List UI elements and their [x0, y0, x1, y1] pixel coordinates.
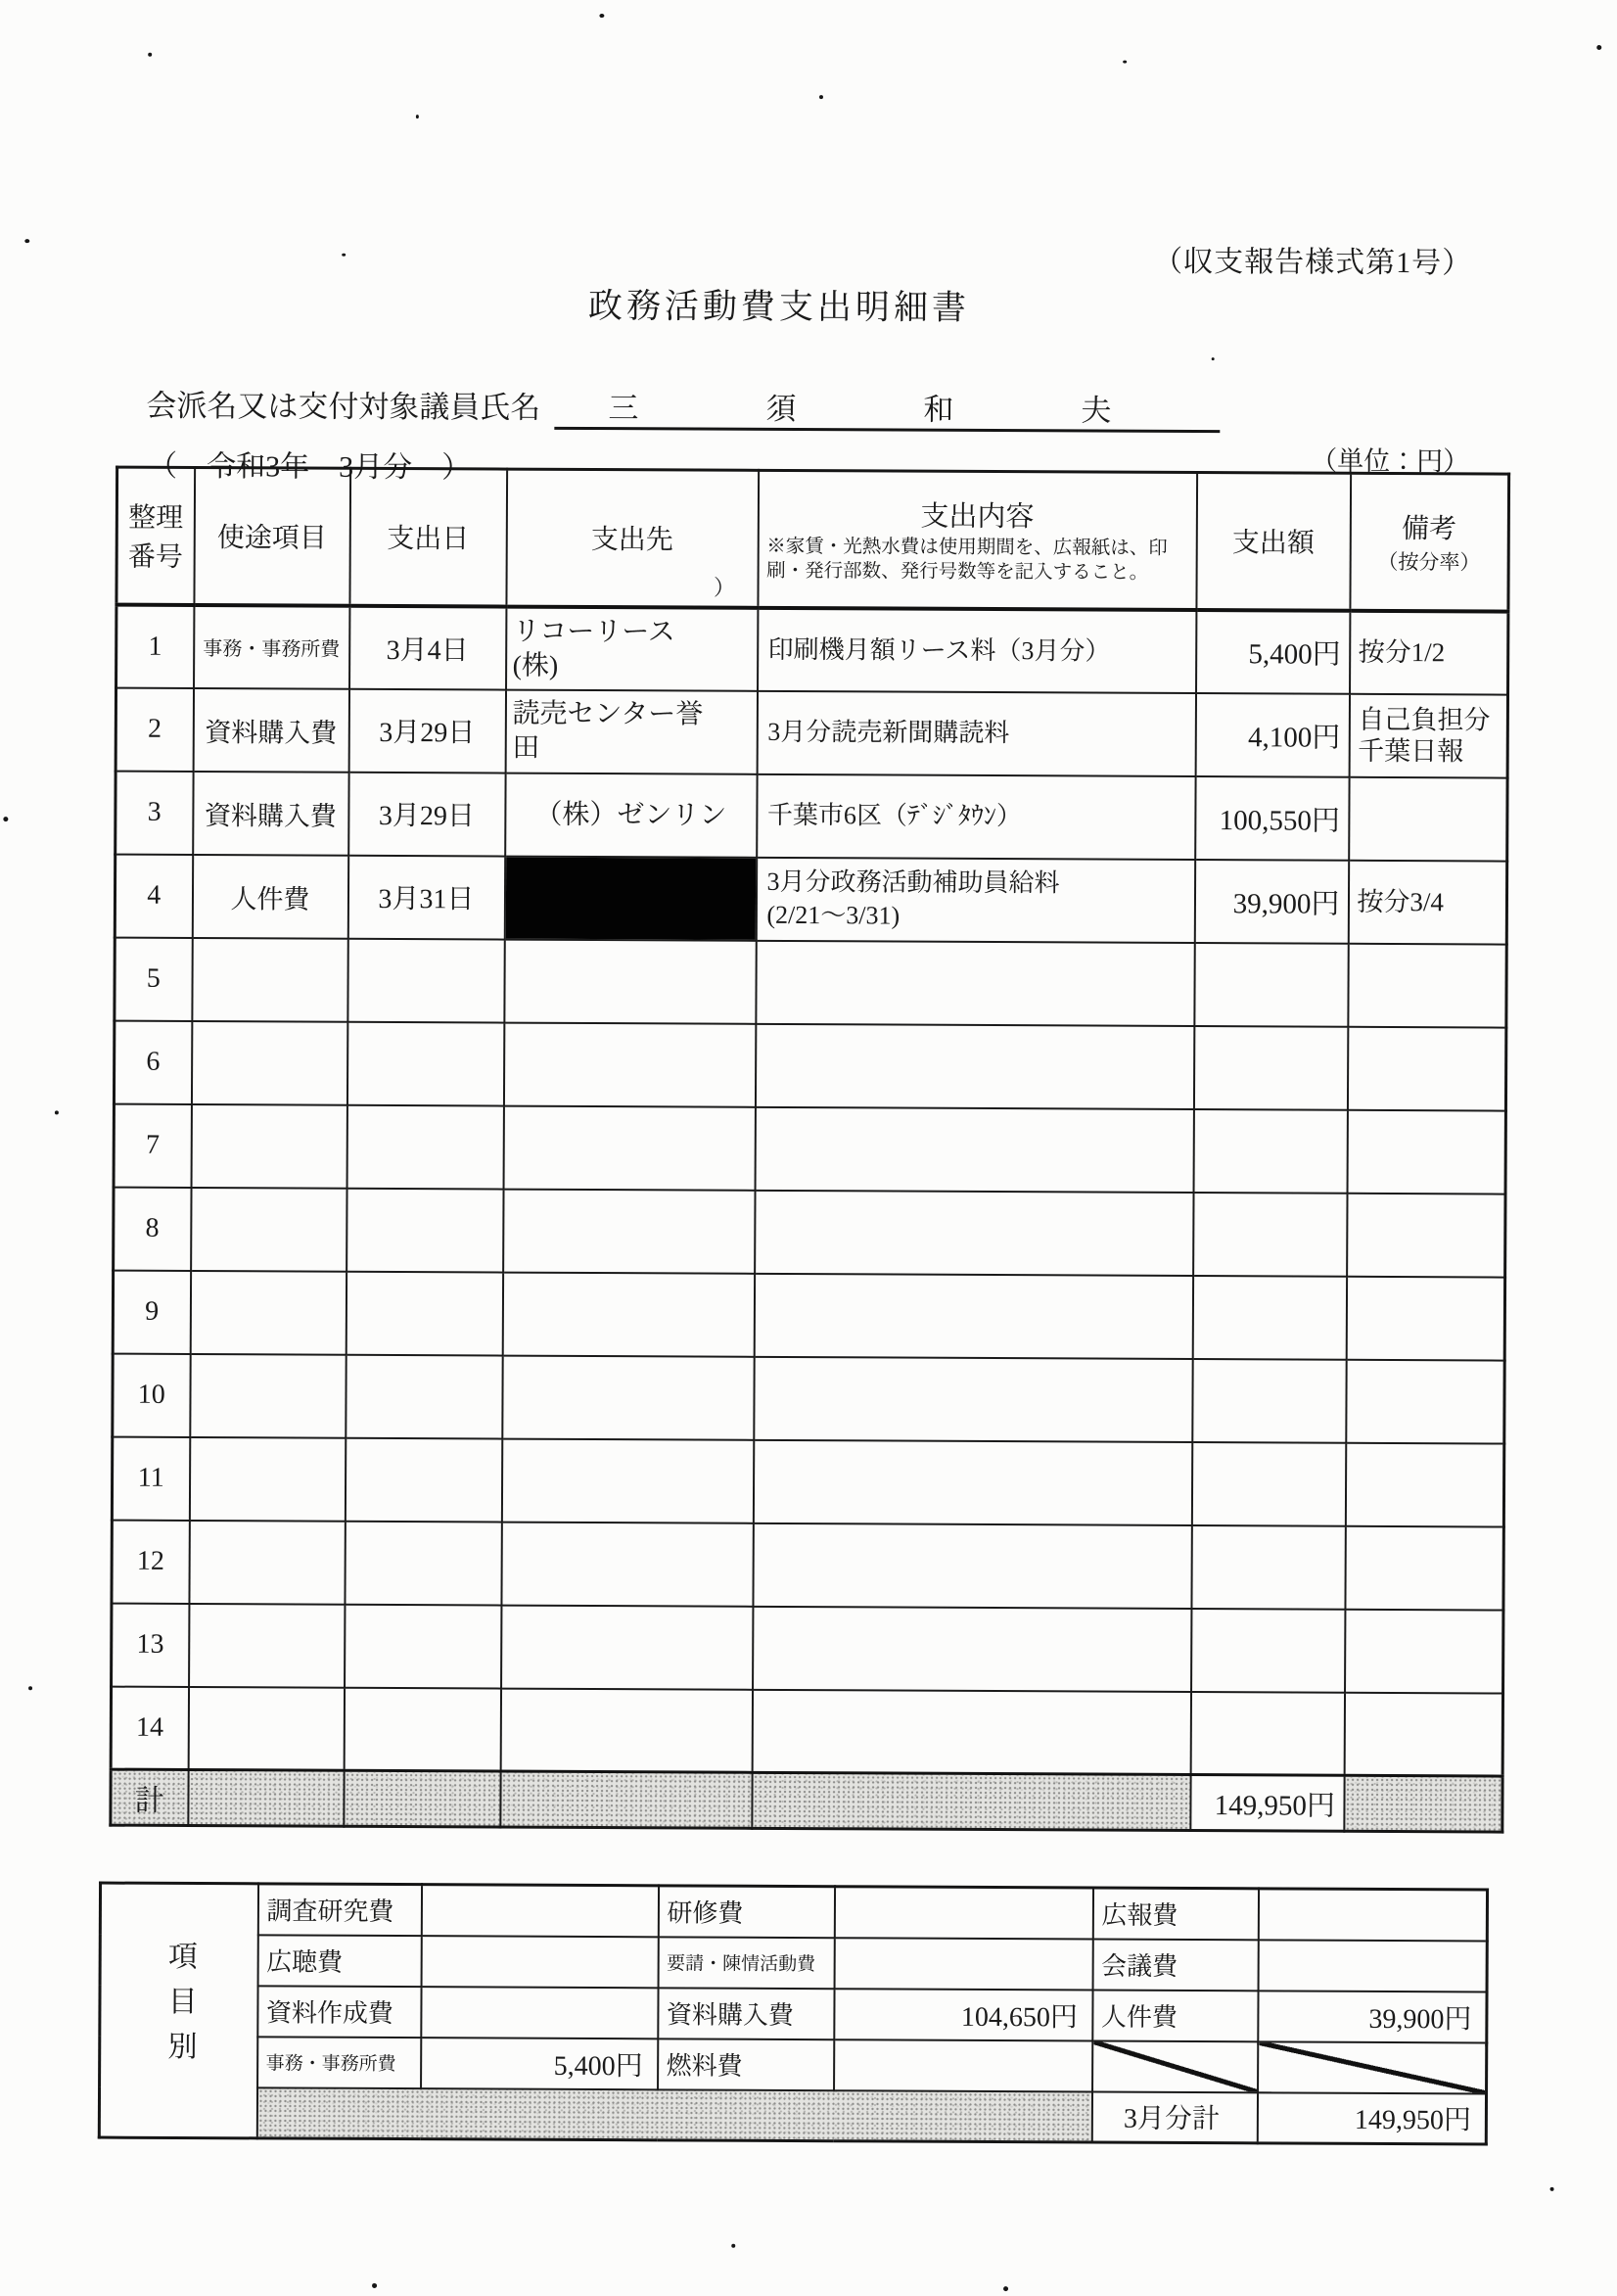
expense-row [114, 1103, 1505, 1194]
remarks-cell [1344, 1692, 1502, 1776]
summary-category-label: 要請・陳情活動費 [658, 1937, 834, 1989]
summary-category-value [421, 1987, 658, 2038]
expense-row [113, 1353, 1504, 1443]
payee-cell [502, 1272, 754, 1356]
expense-row [114, 1020, 1505, 1110]
summary-category-value [1258, 1940, 1487, 1991]
summary-category-value [834, 1938, 1092, 1990]
expense-amount-cell: 39,900円 [1194, 860, 1348, 944]
payee-cell: 読売センター誉 田 [505, 689, 757, 773]
summary-row [100, 1985, 1487, 2042]
summary-category-label: 資料購入費 [658, 1988, 834, 2039]
noise-dot [55, 1110, 59, 1114]
payee-cell [503, 1189, 755, 1273]
summary-category-label: 燃料費 [658, 2038, 834, 2090]
expense-row [113, 1270, 1504, 1360]
payee-cell [501, 1522, 753, 1606]
shaded-cell [188, 1770, 344, 1827]
expense-content-cell [756, 940, 1194, 1025]
expense-row [114, 1187, 1505, 1277]
payee-cell: リコーリース (株) [506, 606, 758, 690]
noise-dot [24, 239, 29, 243]
expense-amount-cell [1193, 1193, 1347, 1277]
monthly-total-label: 3月分計 [1091, 2091, 1257, 2143]
remarks-cell [1348, 943, 1506, 1027]
summary-category-label: 調査研究費 [257, 1884, 421, 1936]
category-summary-table [98, 1882, 1489, 2146]
summary-category-label: 資料作成費 [257, 1986, 421, 2038]
remarks-cell: 按分3/4 [1348, 860, 1506, 944]
summary-total-row [99, 2086, 1486, 2144]
unit-note: （単位：円） [1311, 445, 1470, 477]
remarks-cell [1345, 1609, 1503, 1693]
summary-category-value [834, 2039, 1092, 2091]
expense-row [112, 1603, 1503, 1693]
remarks-cell [1346, 1359, 1504, 1443]
noise-dot [599, 14, 604, 18]
summary-row [100, 2036, 1487, 2093]
noise-dot [342, 254, 346, 257]
header-no: 整理番号 [116, 467, 195, 604]
summary-row [100, 1934, 1487, 1991]
expense-row [116, 604, 1508, 694]
total-label-cell: 計 [111, 1769, 188, 1825]
header-remarks-sub: （按分率） [1377, 550, 1481, 575]
header-payee-label: 支出先 [590, 525, 673, 556]
summary-category-value [421, 1936, 658, 1988]
expense-content-cell [753, 1606, 1191, 1691]
form-number-note: （収支報告様式第1号） [1153, 245, 1473, 280]
shaded-band [256, 2087, 1091, 2142]
row-number: 4 [115, 854, 192, 937]
summary-category-value: 104,650円 [834, 1989, 1092, 2040]
summary-category-value: 5,400円 [421, 2038, 658, 2089]
row-number: 2 [116, 687, 193, 771]
expense-amount-cell [1194, 943, 1348, 1027]
expense-amount-cell [1191, 1609, 1345, 1693]
expense-amount-cell: 100,550円 [1195, 776, 1349, 861]
summary-category-value [1258, 1889, 1487, 1941]
total-amount: 149,950円 [1190, 1775, 1344, 1832]
usage-item-cell: 資料購入費 [193, 688, 348, 773]
row-number: 8 [114, 1187, 191, 1270]
expense-date-cell [347, 938, 504, 1022]
header-remarks [1350, 473, 1509, 611]
noise-dot [148, 53, 152, 57]
redaction-box [504, 856, 756, 940]
expense-amount-cell [1191, 1525, 1345, 1610]
expense-amount-cell [1191, 1442, 1345, 1526]
document-title: 政務活動費支出明細書 [587, 286, 971, 327]
usage-item-cell [191, 1188, 346, 1272]
noise-dot [1550, 2187, 1554, 2191]
row-number: 7 [114, 1103, 191, 1187]
row-number: 5 [115, 937, 192, 1020]
expense-content-cell: 3月分読売新聞購読料 [757, 690, 1195, 775]
usage-item-cell: 事務・事務所費 [194, 605, 349, 689]
payee-cell [502, 1355, 754, 1439]
summary-category-label: 研修費 [658, 1886, 834, 1938]
header-amount: 支出額 [1196, 473, 1351, 611]
member-name-value: 三須和夫 [608, 391, 1239, 429]
expense-content-cell: 3月分政務活動補助員給料 (2/21～3/31) [756, 857, 1194, 942]
noise-dot [416, 115, 419, 118]
expense-row [112, 1520, 1503, 1610]
row-number: 3 [116, 771, 193, 854]
payee-cell: （株）ゼンリン [505, 773, 757, 857]
expense-amount-cell [1192, 1359, 1346, 1443]
expense-row [115, 854, 1506, 944]
row-number: 14 [111, 1686, 188, 1769]
expense-date-cell [346, 1354, 502, 1438]
remarks-cell [1347, 1193, 1505, 1277]
header-usage-item: 使途項目 [194, 468, 350, 606]
payee-cell [503, 1022, 755, 1106]
noise-dot [1003, 2286, 1008, 2291]
expense-content-cell [755, 1190, 1193, 1275]
usage-item-cell [188, 1687, 344, 1771]
usage-item-cell [189, 1604, 345, 1688]
expense-date-cell [346, 1188, 503, 1272]
expense-content-cell [752, 1689, 1190, 1774]
summary-category-label: 広聴費 [257, 1935, 421, 1987]
expense-amount-cell [1193, 1026, 1347, 1110]
expense-row [116, 771, 1507, 861]
category-side-label: 項目別 [162, 1940, 197, 2077]
expense-content-cell [753, 1439, 1191, 1524]
header-row [116, 467, 1509, 611]
expense-date-cell [345, 1604, 501, 1688]
expense-date-cell: 3月4日 [349, 605, 506, 689]
shaded-cell [752, 1772, 1190, 1830]
row-number: 9 [113, 1270, 190, 1353]
remarks-cell [1349, 776, 1507, 861]
noise-dot [731, 2244, 735, 2248]
shaded-cell [500, 1771, 752, 1828]
total-row [111, 1769, 1502, 1832]
summary-category-value [834, 1887, 1092, 1939]
expense-date-cell: 3月29日 [348, 772, 505, 856]
noise-dot [28, 1686, 32, 1690]
remarks-cell [1345, 1442, 1503, 1526]
expense-amount-cell: 5,400円 [1196, 610, 1350, 694]
expense-date-cell [346, 1271, 502, 1355]
expense-content-cell [754, 1356, 1192, 1441]
payee-cell [503, 1105, 755, 1190]
shaded-cell [344, 1770, 500, 1827]
member-name-underline [554, 383, 1239, 433]
noise-dot [1212, 357, 1215, 360]
diagonal-cell [1258, 2041, 1487, 2093]
expense-amount-cell [1190, 1692, 1344, 1776]
header-date: 支出日 [349, 468, 507, 606]
report-period: （ 令和3年 3月分 ） [148, 449, 472, 485]
expense-content-cell: 印刷機月額リース料（3月分） [758, 607, 1196, 692]
usage-item-cell: 資料購入費 [193, 772, 348, 856]
usage-item-cell [190, 1354, 346, 1438]
usage-item-cell: 人件費 [192, 855, 347, 939]
header-content-note: ※家賃・光熱水費は使用期間を、広報紙は、印刷・発行部数、発行号数等を記入すること。 [766, 536, 1168, 584]
diagonal-cell [1092, 2040, 1258, 2092]
expense-row [116, 687, 1507, 777]
expense-row [111, 1686, 1502, 1776]
summary-category-label: 人件費 [1092, 1990, 1258, 2041]
noise-dot [819, 95, 823, 99]
summary-category-label: 事務・事務所費 [257, 2037, 421, 2088]
summary-category-label: 会議費 [1092, 1939, 1258, 1991]
remarks-cell: 按分1/2 [1350, 610, 1508, 694]
row-number: 13 [112, 1603, 189, 1686]
payee-cell [504, 939, 756, 1023]
category-side-cell [99, 1883, 257, 2138]
summary-category-label: 広報費 [1092, 1888, 1258, 1940]
payee-cell [504, 856, 756, 940]
expense-date-cell [346, 1104, 503, 1189]
usage-item-cell [191, 1104, 346, 1189]
row-number: 12 [112, 1520, 189, 1603]
expense-date-cell [345, 1521, 501, 1605]
expense-date-cell: 3月29日 [348, 688, 505, 773]
row-number: 10 [113, 1353, 190, 1436]
expense-content-cell [753, 1523, 1191, 1608]
remarks-cell [1347, 1026, 1505, 1110]
summary-category-value [421, 1885, 658, 1937]
usage-item-cell [191, 1021, 346, 1105]
expense-content-cell [754, 1273, 1192, 1358]
header-payee [506, 469, 759, 607]
expense-content-cell [755, 1106, 1193, 1192]
expense-row [112, 1436, 1503, 1526]
expense-date-cell [345, 1437, 501, 1522]
shaded-cell [1344, 1775, 1502, 1832]
header-content [758, 470, 1197, 609]
member-name-line [146, 381, 1239, 433]
expense-amount-cell: 4,100円 [1195, 693, 1349, 777]
noise-dot [372, 2283, 377, 2288]
stray-mark: ） [713, 575, 736, 600]
usage-item-cell [189, 1521, 345, 1605]
remarks-cell [1347, 1109, 1505, 1194]
remarks-cell [1346, 1276, 1504, 1360]
row-number: 11 [112, 1436, 189, 1520]
noise-dot [1596, 45, 1601, 50]
payee-cell [501, 1605, 753, 1689]
usage-item-cell [192, 938, 347, 1022]
remarks-cell [1345, 1525, 1503, 1610]
payee-cell [500, 1688, 752, 1772]
summary-row [100, 1883, 1487, 1941]
expense-row [115, 937, 1506, 1027]
expense-detail-table [109, 466, 1510, 1834]
row-number: 6 [114, 1020, 191, 1103]
summary-category-value: 39,900円 [1258, 1991, 1487, 2042]
header-content-title: 支出内容 [920, 500, 1035, 534]
noise-dot [3, 817, 8, 821]
expense-date-cell: 3月31日 [347, 855, 504, 939]
usage-item-cell [189, 1437, 345, 1522]
remarks-cell: 自己負担分 千葉日報 [1349, 693, 1507, 777]
header-remarks-label: 備考 [1401, 514, 1457, 545]
noise-dot [1123, 61, 1127, 64]
usage-item-cell [190, 1271, 346, 1355]
payee-cell [501, 1438, 753, 1523]
expense-content-cell: 千葉市6区（ﾃﾞｼﾞﾀｳﾝ） [757, 773, 1195, 859]
member-name-label: 会派名又は交付対象議員氏名 [146, 388, 541, 425]
monthly-total-amount: 149,950円 [1257, 2092, 1486, 2144]
expense-content-cell [755, 1023, 1193, 1108]
expense-amount-cell [1193, 1109, 1347, 1194]
expense-date-cell [344, 1687, 500, 1771]
row-number: 1 [116, 604, 194, 687]
expense-date-cell [346, 1021, 503, 1105]
expense-amount-cell [1192, 1276, 1346, 1360]
